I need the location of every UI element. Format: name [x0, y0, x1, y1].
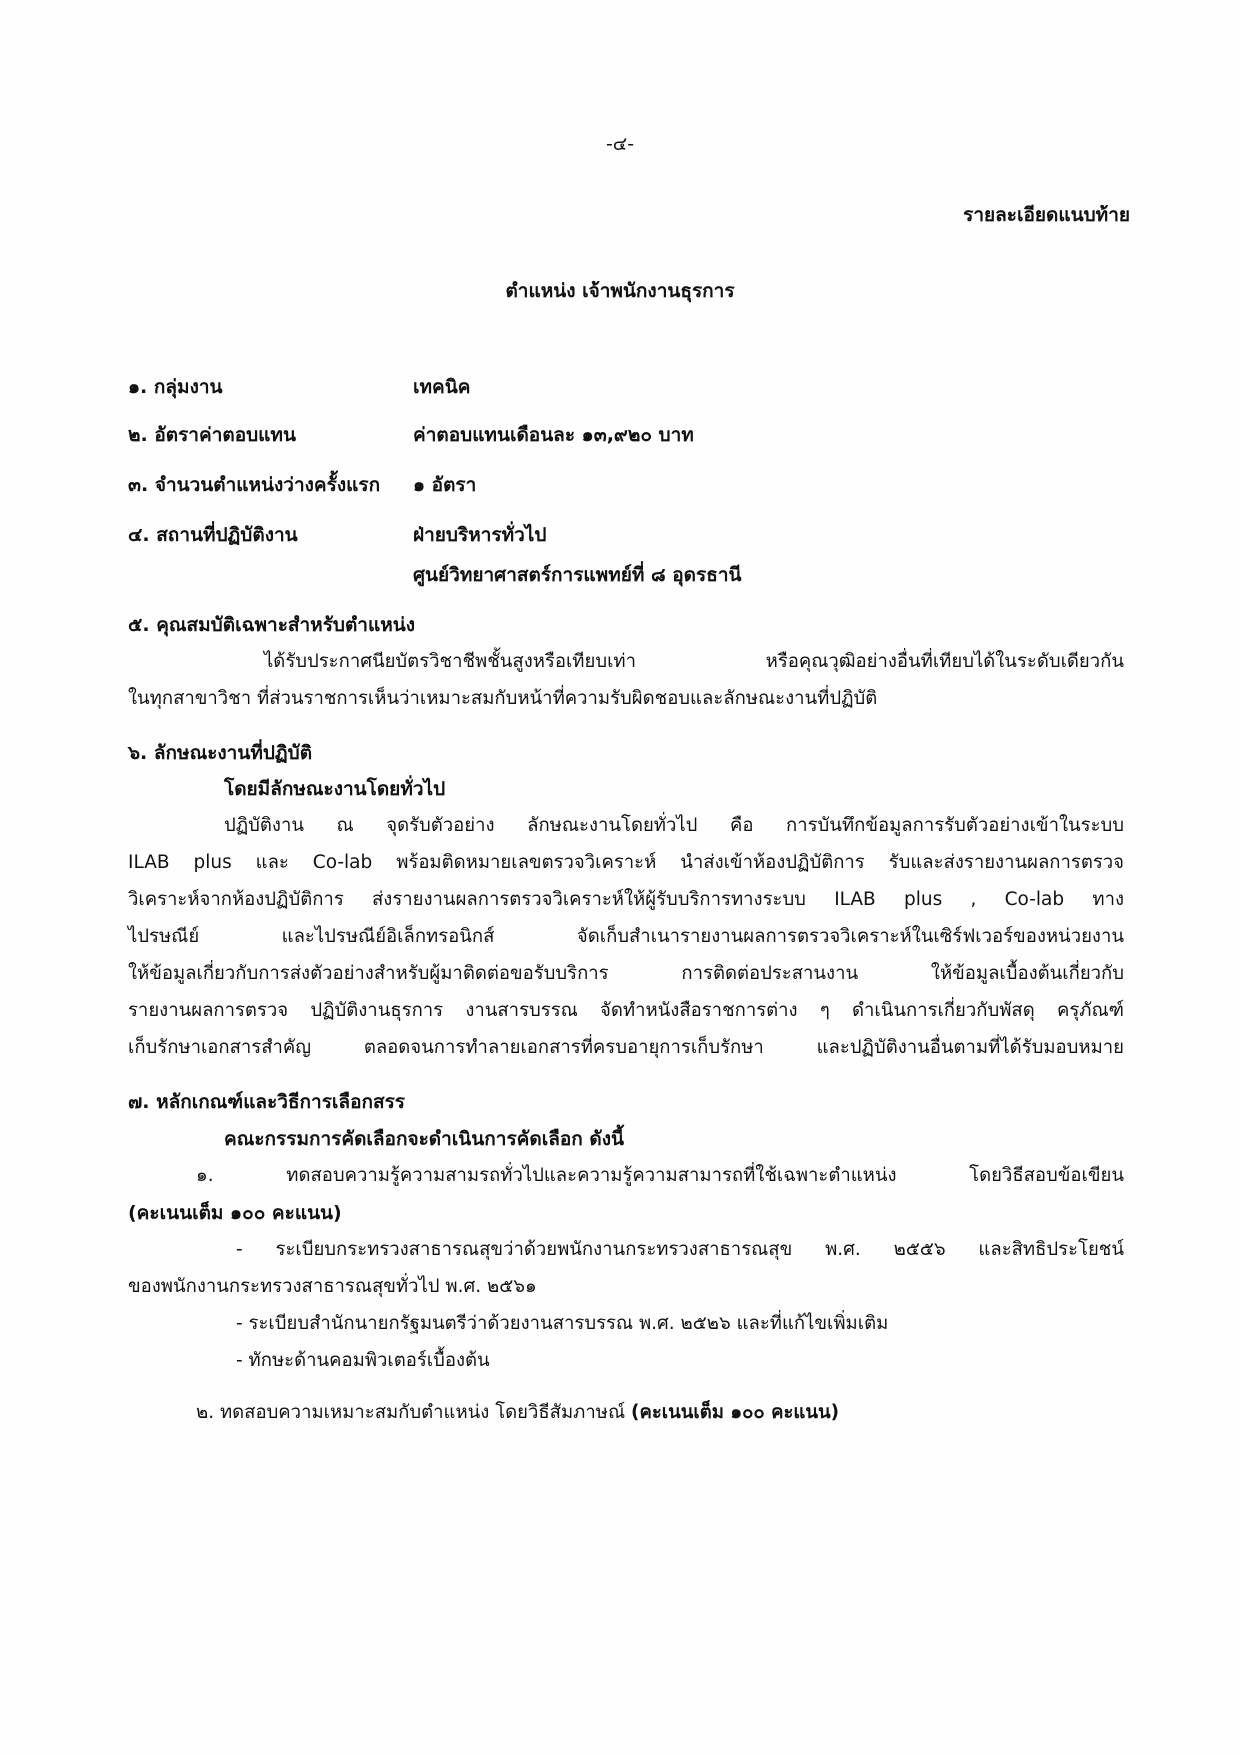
section7-bullet2: - ระเบียบสำนักนายกรัฐมนตรีว่าด้วยงานสารบรรณ พ.ศ. ๒๕๒๖ และที่แก้ไขเพิ่มเติม	[236, 1313, 889, 1334]
section6-line-7: เก็บรักษาเอกสารสำคัญ ตลอดจนการทำลายเอกสารที่ครบอายุการเก็บรักษา และปฏิบัติงานอื่นตามที่ได้รับมอบหมาย	[128, 1037, 1124, 1058]
section6-subheading: โดยมีลักษณะงานโดยทั่วไป	[224, 778, 446, 800]
section6-line-1: ปฏิบัติงาน ณ จุดรับตัวอย่าง ลักษณะงานโดยทั่วไป คือ การบันทึกข้อมูลการรับตัวอย่างเข้าในระบบ	[224, 815, 1124, 836]
section5-line-1: ได้รับประกาศนียบัตรวิชาชีพชั้นสูงหรือเทียบเท่า หรือคุณวุฒิอย่างอื่นที่เทียบได้ในระดับเดียวกัน	[264, 651, 1124, 672]
info-value-salary: ค่าตอบแทนเดือนละ ๑๓,๙๒๐ บาท	[413, 424, 694, 446]
section6-line-5: ให้ข้อมูลเกี่ยวกับการส่งตัวอย่างสำหรับผู้มาติดต่อขอรับบริการ การติดต่อประสานงาน ให้ข้อมูลเบื้องต้นเกี่ยวกับ	[128, 963, 1124, 984]
section7-item1-line1: ๑. ทดสอบความรู้ความสามรถทั่วไปและความรู้ความสามารถที่ใช้เฉพาะตำแหน่ง โดยวิธีสอบข้อเขียน	[196, 1165, 1124, 1186]
section7-item2	[196, 1400, 839, 1426]
info-label-workplace: ๔. สถานที่ปฏิบัติงาน	[128, 524, 298, 546]
section7-bullet1-line2: ของพนักงานกระทรวงสาธารณสุขทั่วไป พ.ศ. ๒๕๖๑	[128, 1276, 537, 1297]
section7-subheading: คณะกรรมการคัดเลือกจะดำเนินการคัดเลือก ดังนี้	[224, 1128, 624, 1150]
info-label-group: ๑. กลุ่มงาน	[128, 376, 223, 398]
info-label-vacancies: ๓. จำนวนตำแหน่งว่างครั้งแรก	[128, 474, 381, 496]
attachment-heading: รายละเอียดแนบท้าย	[963, 204, 1130, 226]
section6-line-2: ILAB plus และ Co-lab พร้อมติดหมายเลขตรวจวิเคราะห์ นำส่งเข้าห้องปฏิบัติการ รับและส่งรายงานผลการตรวจ	[128, 852, 1124, 873]
section7-bullet1-line1: - ระเบียบกระทรวงสาธารณสุขว่าด้วยพนักงานกระทรวงสาธารณสุข พ.ศ. ๒๕๕๖ และสิทธิประโยชน์	[236, 1239, 1124, 1260]
section5-line-2: ในทุกสาขาวิชา ที่ส่วนราชการเห็นว่าเหมาะสมกับหน้าที่ความรับผิดชอบและลักษณะงานที่ปฏิบัติ	[128, 688, 878, 709]
info-value-vacancies: ๑ อัตรา	[413, 474, 477, 496]
info-value-workplace-line2: ศูนย์วิทยาศาสตร์การแพทย์ที่ ๘ อุดรธานี	[413, 564, 742, 586]
section6-heading: ๖. ลักษณะงานที่ปฏิบัติ	[128, 742, 313, 764]
info-value-workplace: ฝ่ายบริหารทั่วไป	[413, 524, 547, 546]
section7-heading: ๗. หลักเกณฑ์และวิธีการเลือกสรร	[128, 1091, 405, 1113]
info-label-salary: ๒. อัตราค่าตอบแทน	[128, 424, 296, 446]
section6-line-3: วิเคราะห์จากห้องปฏิบัติการ ส่งรายงานผลการตรวจวิเคราะห์ให้ผู้รับบริการทางระบบ ILAB plus , Co-lab ทาง	[128, 889, 1124, 910]
section6-line-6: รายงานผลการตรวจ ปฏิบัติงานธุรการ งานสารบรรณ จัดทำหนังสือราชการต่าง ๆ ดำเนินการเกี่ยวกับพัสดุ ครุภัณฑ์	[128, 1000, 1124, 1021]
section6-line-4: ไปรษณีย์ และไปรษณีย์อิเล็กทรอนิกส์ จัดเก็บสำเนารายงานผลการตรวจวิเคราะห์ในเซิร์ฟเวอร์ของหน่วยงาน	[128, 926, 1124, 947]
section7-item2-score: (คะเนนเต็ม ๑๐๐ คะแนน)	[631, 1402, 840, 1423]
section7-item1-score: (คะเนนเต็ม ๑๐๐ คะแนน)	[128, 1202, 342, 1224]
info-value-group: เทคนิค	[413, 376, 471, 398]
page-number: -๔-	[605, 133, 635, 155]
section5-heading: ๕. คุณสมบัติเฉพาะสำหรับตำแหน่ง	[128, 614, 416, 636]
section7-item2-text: ๒. ทดสอบความเหมาะสมกับตำแหน่ง โดยวิธีสัมภาษณ์	[196, 1402, 631, 1423]
position-title: ตำแหน่ง เจ้าพนักงานธุรการ	[505, 280, 735, 302]
section7-bullet3: - ทักษะด้านคอมพิวเตอร์เบื้องต้น	[236, 1350, 490, 1371]
